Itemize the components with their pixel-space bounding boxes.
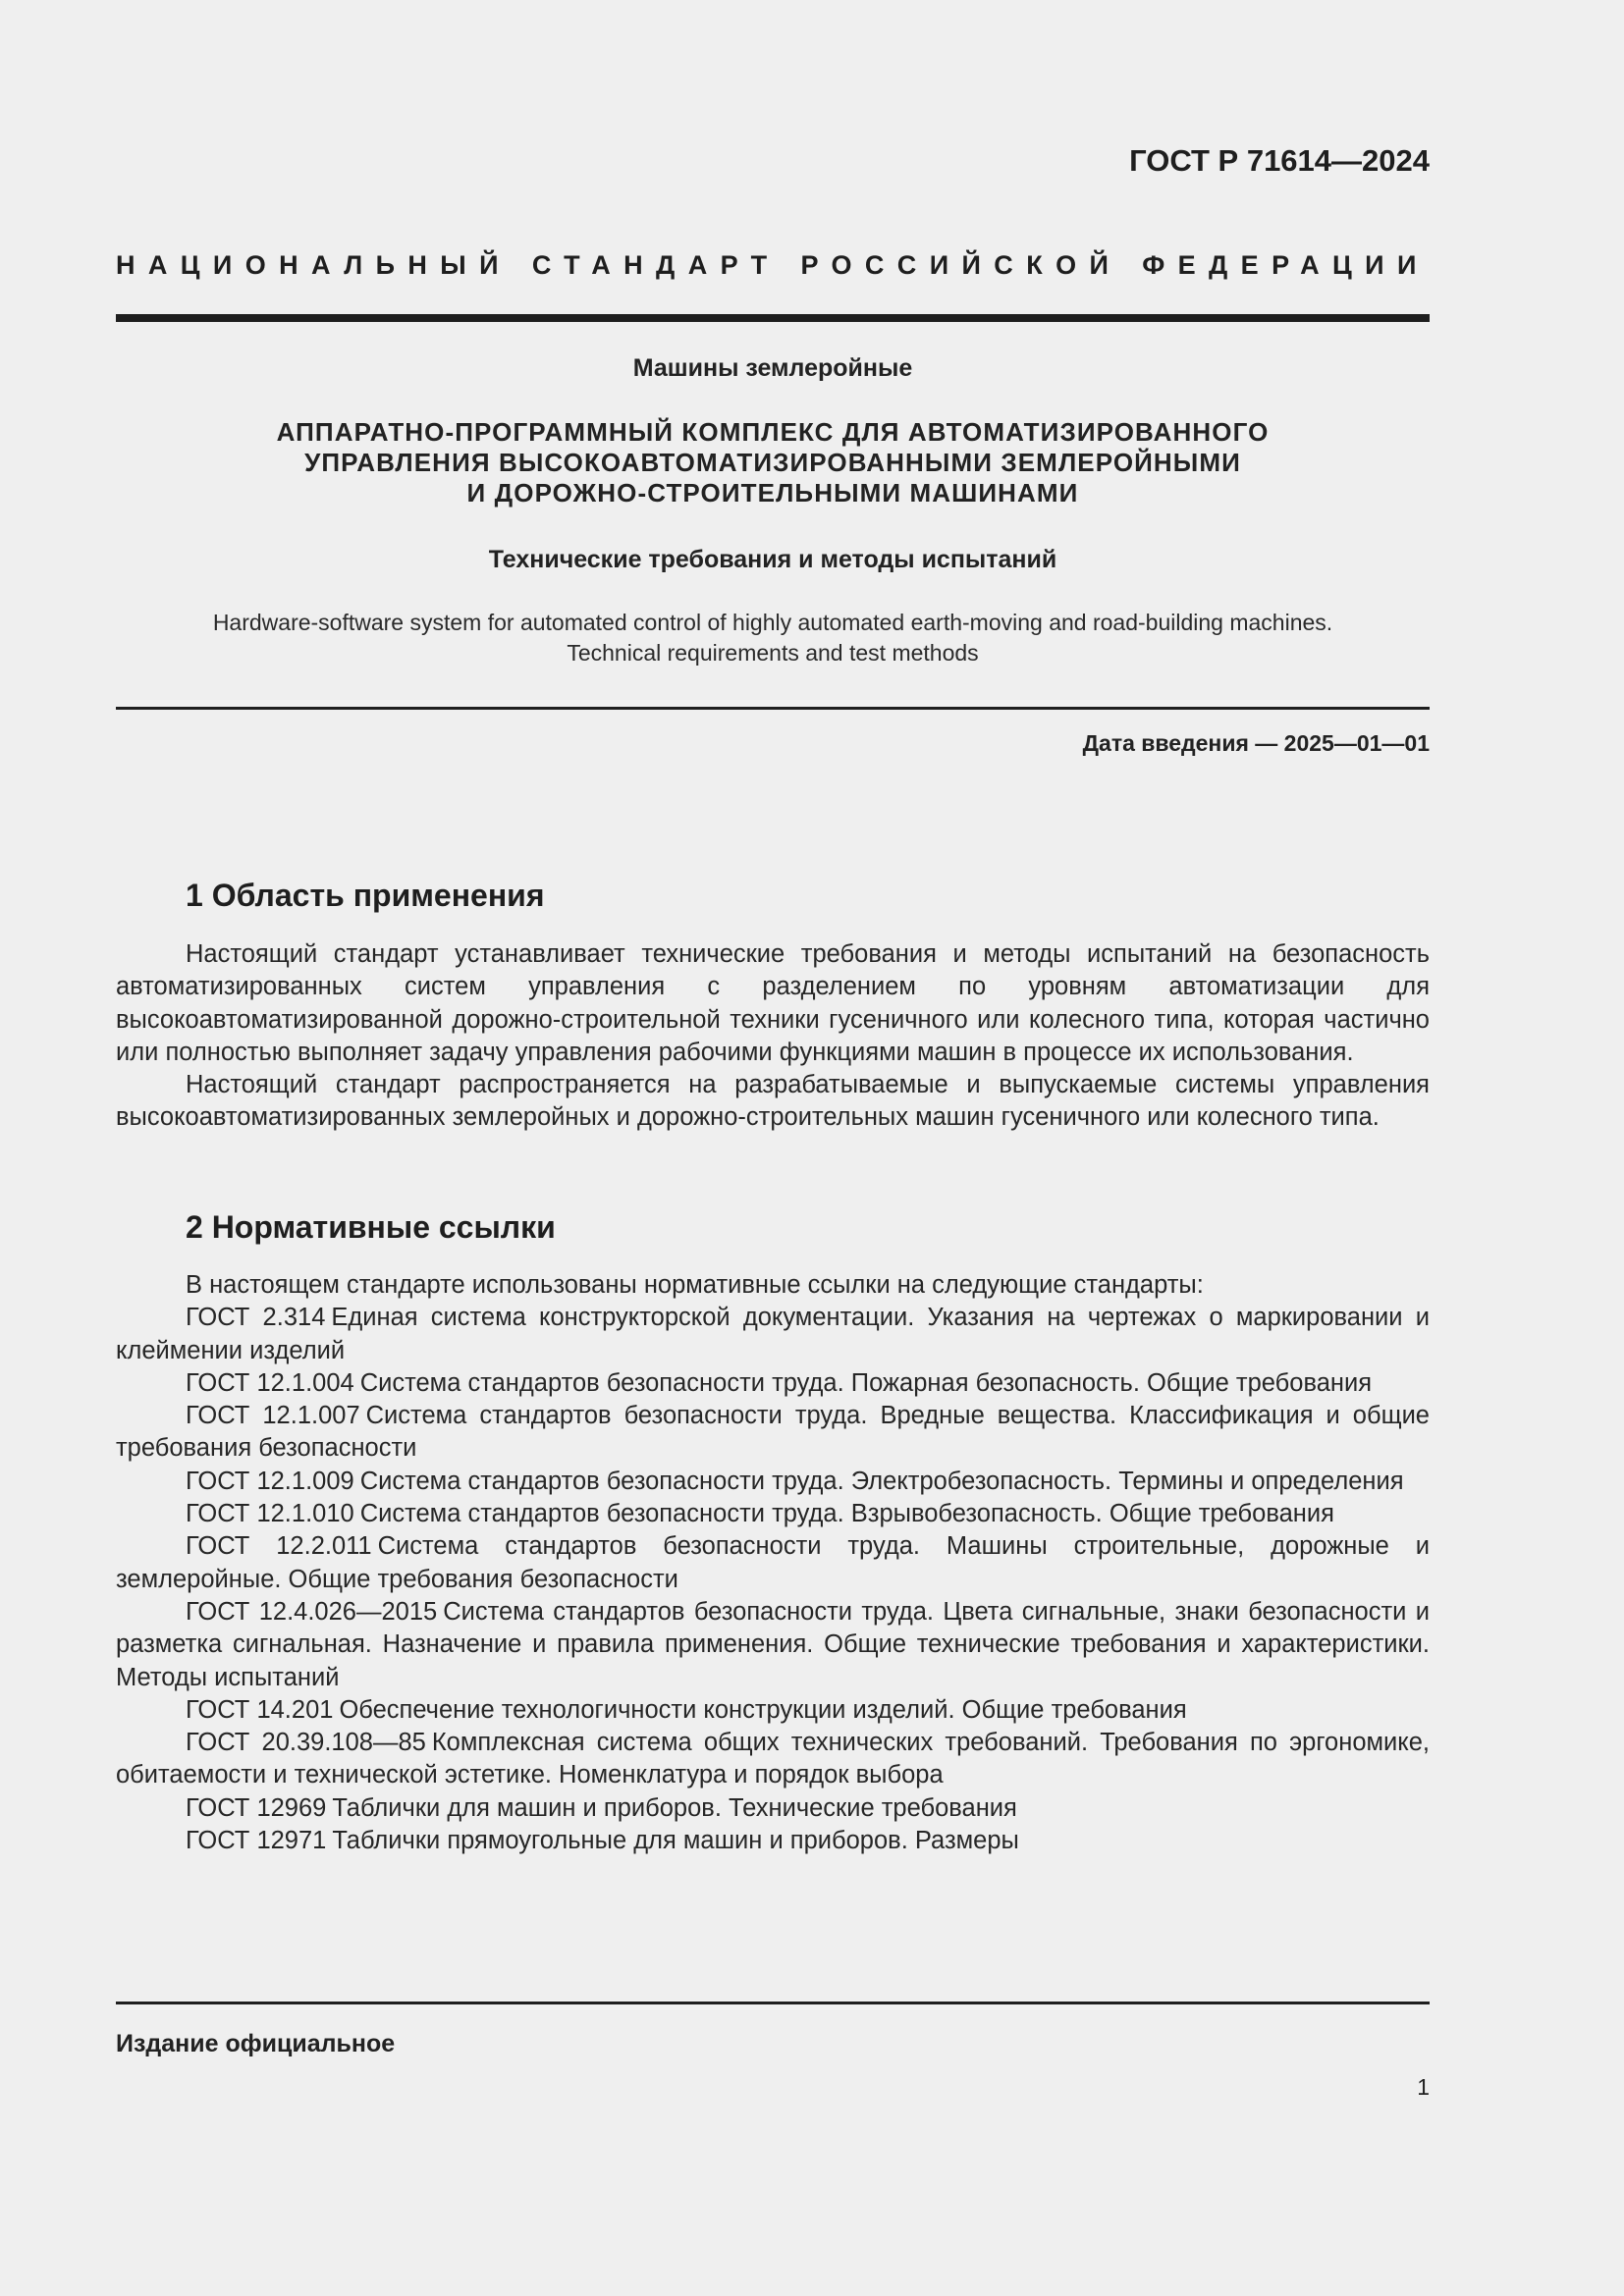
reference-item xyxy=(116,1400,1430,1466)
section-heading: 2 Нормативные ссылки xyxy=(186,1209,556,1245)
reference-code: ГОСТ 2.314 xyxy=(186,1304,326,1332)
english-title xyxy=(116,608,1430,668)
reference-code: ГОСТ 12.1.010 xyxy=(186,1500,354,1528)
document-subtitle: Технические требования и методы испытаний xyxy=(488,546,1057,573)
header-rule xyxy=(116,314,1430,322)
section-heading: 1 Область применения xyxy=(186,878,545,913)
reference-title: Таблички прямоугольные для машин и приборов. Размеры xyxy=(332,1827,1019,1855)
national-standard-banner: НАЦИОНАЛЬНЫЙ СТАНДАРТ РОССИЙСКОЙ ФЕДЕРАЦИИ xyxy=(116,250,1430,280)
references-intro: В настоящем стандарте использованы нормативные ссылки на следующие стандарты: xyxy=(186,1271,1204,1299)
footer-rule xyxy=(116,2002,1430,2004)
reference-item xyxy=(116,1694,1430,1727)
references-list xyxy=(116,1269,1430,1857)
reference-code: ГОСТ 14.201 xyxy=(186,1695,334,1724)
reference-item xyxy=(116,1367,1430,1400)
reference-item xyxy=(116,1302,1430,1367)
reference-code: ГОСТ 12.2.011 xyxy=(186,1532,372,1561)
edition-label: Издание официальное xyxy=(116,2030,396,2057)
reference-code: ГОСТ 20.39.108—85 xyxy=(186,1729,426,1757)
reference-title: Единая система конструкторской документации. Указания на чертежах о маркировании и клеймении изделий xyxy=(116,1304,1430,1364)
reference-title: Система стандартов безопасности труда. Вредные вещества. Классификация и общие требования безопасности xyxy=(116,1402,1430,1463)
reference-code: ГОСТ 12.4.026—2015 xyxy=(186,1597,438,1626)
reference-title: Система стандартов безопасности труда. Взрывобезопасность. Общие требования xyxy=(359,1500,1334,1528)
title-line: УПРАВЛЕНИЯ ВЫСОКОАВТОМАТИЗИРОВАННЫМИ ЗЕМЛЕРОЙНЫМИ xyxy=(304,448,1241,477)
title-rule xyxy=(116,707,1430,710)
reference-item xyxy=(116,1727,1430,1792)
title-line: И ДОРОЖНО-СТРОИТЕЛЬНЫМИ МАШИНАМИ xyxy=(466,478,1079,507)
reference-title: Комплексная система общих технических требований. Требования по эргономике, обитаемости и технической эстетике. Номенклатура и порядок выбора xyxy=(116,1729,1430,1789)
reference-title: Система стандартов безопасности труда. Цвета сигнальные, знаки безопасности и разметка сигнальная. Назначение и правила применения. Общие технические требования и характеристики. Методы испытаний xyxy=(116,1597,1430,1691)
paragraph: Настоящий стандарт распространяется на разрабатываемые и выпускаемые системы управления высокоавтоматизированных землеройных и дорожно-строительных машин гусеничного или колесного типа. xyxy=(116,1071,1430,1132)
reference-title: Система стандартов безопасности труда. Машины строительные, дорожные и землеройные. Общие требования безопасности xyxy=(116,1532,1430,1593)
reference-code: ГОСТ 12.1.004 xyxy=(186,1368,354,1397)
reference-code: ГОСТ 12.1.007 xyxy=(186,1402,360,1430)
reference-item xyxy=(116,1530,1430,1596)
paragraph: Настоящий стандарт устанавливает технические требования и методы испытаний на безопасность автоматизированных систем управления с разделением по уровням автоматизации для высокоавтоматизированной дорожно-строительной техники гусеничного или колесного типа, которая частично или полностью выполняет задачу управления рабочими функциями машин в процессе их использования. xyxy=(116,940,1430,1066)
english-title-line: Technical requirements and test methods xyxy=(567,640,979,666)
page-number: 1 xyxy=(1417,2074,1430,2100)
introduction-date: Дата введения — 2025—01—01 xyxy=(1082,730,1430,756)
reference-title: Обеспечение технологичности конструкции изделий. Общие требования xyxy=(339,1695,1187,1724)
reference-item xyxy=(116,1466,1430,1498)
reference-item xyxy=(116,1498,1430,1530)
reference-item xyxy=(116,1792,1430,1825)
reference-item xyxy=(116,1596,1430,1694)
reference-item xyxy=(116,1825,1430,1857)
title-line: АППАРАТНО-ПРОГРАММНЫЙ КОМПЛЕКС ДЛЯ АВТОМАТИЗИРОВАННОГО xyxy=(276,417,1270,447)
document-title xyxy=(116,417,1430,508)
english-title-line: Hardware-software system for automated control of highly automated earth-moving and road-building machines. xyxy=(212,610,1333,635)
reference-code: ГОСТ 12.1.009 xyxy=(186,1467,354,1495)
reference-code: ГОСТ 12971 xyxy=(186,1827,327,1855)
document-subject: Машины землеройные xyxy=(632,354,913,382)
reference-title: Система стандартов безопасности труда. Электробезопасность. Термины и определения xyxy=(359,1467,1404,1495)
reference-title: Таблички для машин и приборов. Технические требования xyxy=(332,1793,1017,1822)
reference-title: Система стандартов безопасности труда. Пожарная безопасность. Общие требования xyxy=(359,1368,1373,1397)
reference-code: ГОСТ 12969 xyxy=(186,1793,327,1822)
gost-number: ГОСТ Р 71614—2024 xyxy=(1129,143,1430,178)
